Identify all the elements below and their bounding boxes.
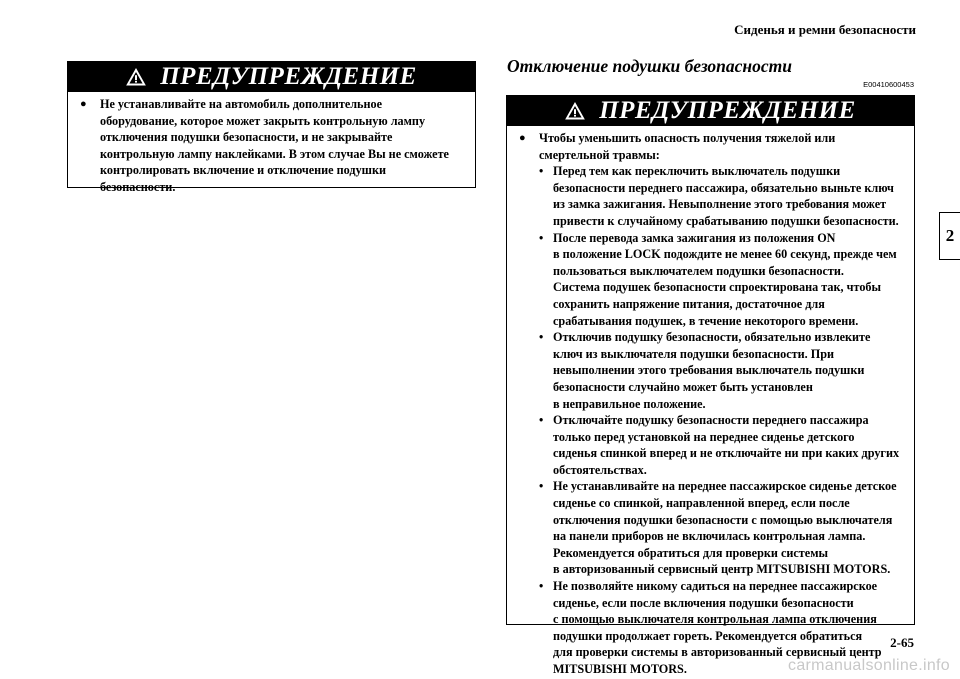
warning-text-line: ключ из выключателя подушки безопасности. При (553, 346, 835, 361)
warning-text-line: только перед установкой на переднее сиденье детского (553, 429, 855, 444)
warning-text-line: в положение LOCK подождите не менее 60 секунд, прежде чем (553, 247, 897, 262)
warning-text-line: Не устанавливайте на переднее пассажирское сиденье детское (553, 479, 897, 494)
warning-text-line: сохранить напряжение питания, достаточное для (553, 296, 825, 311)
warning-text-line: безопасности случайно может быть установлен (553, 379, 813, 394)
page-number: 2-65 (890, 635, 914, 650)
warning-item (78, 96, 465, 196)
page-header-title: Сиденья и ремни безопасности (734, 22, 916, 37)
warning-header (507, 96, 914, 126)
bullet-dot-icon: • (539, 413, 544, 428)
bullet-dot-icon: • (539, 479, 544, 494)
warning-body (507, 126, 914, 678)
warning-text-line: Чтобы уменьшить опасность получения тяжелой или (539, 131, 836, 145)
warning-bullet-item (539, 478, 904, 578)
warning-text-line: Рекомендуется обратиться для проверки системы (553, 545, 829, 560)
warning-bullet-item (539, 412, 904, 478)
warning-bullet-item (539, 163, 904, 229)
warning-triangle-icon (126, 68, 146, 86)
warning-text-line: MITSUBISHI MOTORS. (553, 662, 687, 676)
warning-text-line: Отключив подушку безопасности, обязательно извлеките (553, 330, 871, 345)
bullet-circle-icon: ● (519, 132, 526, 144)
bullet-dot-icon: • (539, 330, 544, 345)
bullet-dot-icon: • (539, 230, 544, 245)
warning-text-line: отключения подушки безопасности, и не закрывайте (100, 130, 393, 145)
warning-text-line: срабатывания подушек, в течение некоторого времени. (553, 313, 859, 328)
warning-text-line: из замка зажигания. Невыполнение этого требования может (553, 197, 887, 212)
warning-text-line: Отключайте подушку безопасности переднего пассажира (553, 413, 869, 428)
warning-text-line: Система подушек безопасности спроектирована так, чтобы (553, 280, 882, 295)
warning-text-line: Не позволяйте никому садиться на переднее пассажирское (553, 579, 878, 594)
warning-text-line: привести к случайному срабатыванию подушки безопасности. (553, 213, 899, 228)
warning-text-line: сиденье со спинкой, направленной вперед, если после (553, 496, 850, 511)
warning-bullet-list (539, 163, 904, 677)
warning-text-line: обстоятельствах. (553, 462, 647, 477)
warning-triangle-icon (565, 102, 585, 120)
warning-title: ПРЕДУПРЕЖДЕНИЕ (599, 97, 856, 124)
warning-text-line: Не устанавливайте на автомобиль дополнительное (100, 97, 383, 111)
warning-bullet-item (539, 230, 904, 330)
warning-text-line: невыполнении этого требования выключатель подушки (553, 363, 865, 378)
bullet-dot-icon: • (539, 164, 544, 179)
warning-box-left (67, 61, 476, 194)
warning-text-line: После перевода замка зажигания из положения ON (553, 230, 836, 245)
warning-text-line: сиденье, если после включения подушки безопасности (553, 595, 854, 610)
bullet-dot-icon: • (539, 579, 544, 594)
warning-text-line: оборудование, которое может закрыть контрольную лампу (100, 113, 426, 128)
warning-text-line: в неправильное положение. (553, 396, 706, 411)
warning-text-line: в авторизованный сервисный центр MITSUBISHI MOTORS. (553, 562, 891, 577)
warning-text-line: безопасности переднего пассажира, обязательно выньте ключ (553, 180, 894, 195)
warning-header (68, 62, 475, 92)
warning-text-line: безопасности. (100, 179, 176, 194)
warning-text-line: смертельной травмы: (539, 147, 660, 162)
warning-text-line: отключения подушки безопасности с помощью выключателя (553, 512, 893, 527)
warning-text-line: подушки продолжает гореть. Рекомендуется обратиться (553, 628, 863, 643)
warning-bullet-item (539, 329, 904, 412)
warning-title: ПРЕДУПРЕЖДЕНИЕ (160, 63, 417, 90)
watermark: carmanualsonline.info (788, 657, 950, 674)
warning-text-line: на панели приборов не включилась контрольная лампа. (553, 529, 866, 544)
bullet-circle-icon: ● (80, 98, 87, 110)
warning-body (68, 92, 475, 196)
warning-intro (517, 130, 904, 678)
warning-text-line: контролировать включение и отключение подушки (100, 163, 386, 178)
warning-text-line: сиденья спинкой вперед и не отключайте ни при каких других (553, 446, 900, 461)
warning-text-line: с помощью выключателя контрольная лампа отключения (553, 612, 877, 627)
warning-text-line: Перед тем как переключить выключатель подушки (553, 164, 841, 179)
warning-text-line: для проверки системы в авторизованный сервисный центр (553, 645, 882, 660)
warning-text-line: контрольную лампу наклейками. В этом случае Вы не сможете (100, 146, 449, 161)
chapter-tab: 2 (939, 212, 960, 260)
section-title: Отключение подушки безопасности (507, 56, 793, 76)
warning-text-line: пользоваться выключателем подушки безопасности. (553, 263, 844, 278)
section-code: E00410600453 (863, 80, 914, 89)
